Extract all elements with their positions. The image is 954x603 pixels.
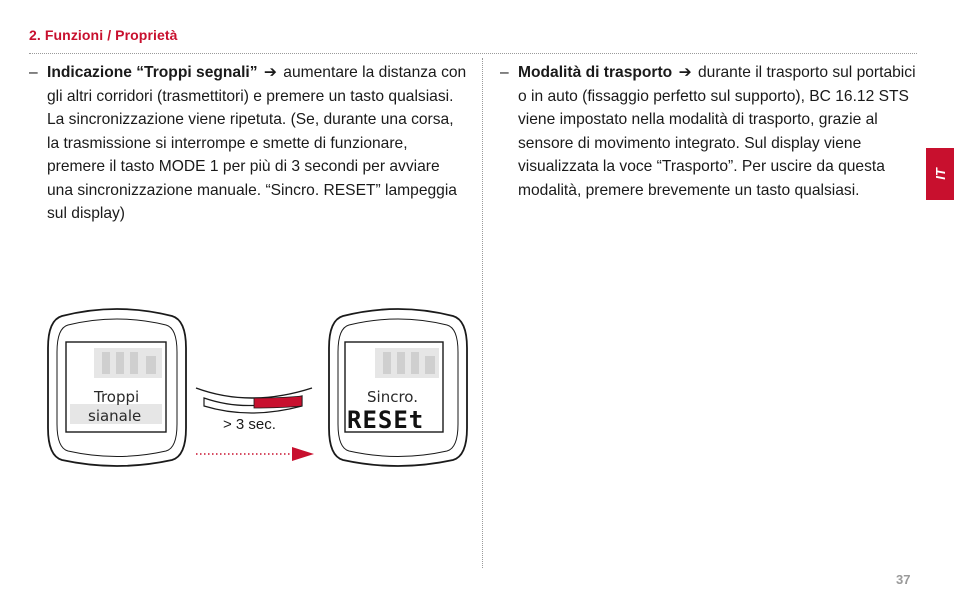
paragraph-body [29,61,469,226]
duration-label: > 3 sec. [223,416,276,433]
page-number: 37 [896,572,911,587]
item-heading: Modalità di trasporto [518,64,673,81]
left-column-paragraph [29,61,469,226]
bike-computer-illustration-troppi [44,308,190,468]
section-title: 2. Funzioni / Proprietà [29,27,178,43]
item-heading: Indicazione “Troppi segnali” [47,64,258,81]
bike-computer-illustration-reset [325,308,471,468]
arrow-right-icon: ➔ [678,64,692,81]
language-tab [926,148,954,200]
list-dash: – [500,64,509,81]
arrow-head-icon [292,447,314,461]
right-column-paragraph [500,61,925,202]
language-tab-label: IT [932,168,948,180]
display-text-line1: Sincro. [367,388,418,406]
display-text-line2: RESEt [347,406,425,434]
paragraph-body [500,61,925,202]
item-text: aumentare la distanza con gli altri corridori (trasmettitori) e premere un tasto qualsiasi. La sincronizzazione viene ripetuta. (Se, durante una corsa, la trasmissione si interrompe e smette di funzionare, premere il tasto MODE 1 per più di 3 secondi per avviare una sincronizzazione manuale. “Sincro. RESET” lampeggia sul display) [47,64,467,222]
item-text: durante il trasporto sul portabici o in auto (fissaggio perfetto sul supporto), BC 16.12 STS viene impostato nella modalità di trasporto, grazie al sensore di movimento integrato. Sul display viene visualizzata la voce “Trasporto”. Per uscire da questa modalità, premere brevemente un tasto qualsiasi. [518,64,916,199]
header-rule [29,53,917,54]
column-divider [482,58,483,568]
display-text-line2: sianale [88,407,142,425]
arrow-right-icon: ➔ [263,64,277,81]
list-dash: – [29,64,38,81]
display-text-line1: Troppi [94,388,140,406]
